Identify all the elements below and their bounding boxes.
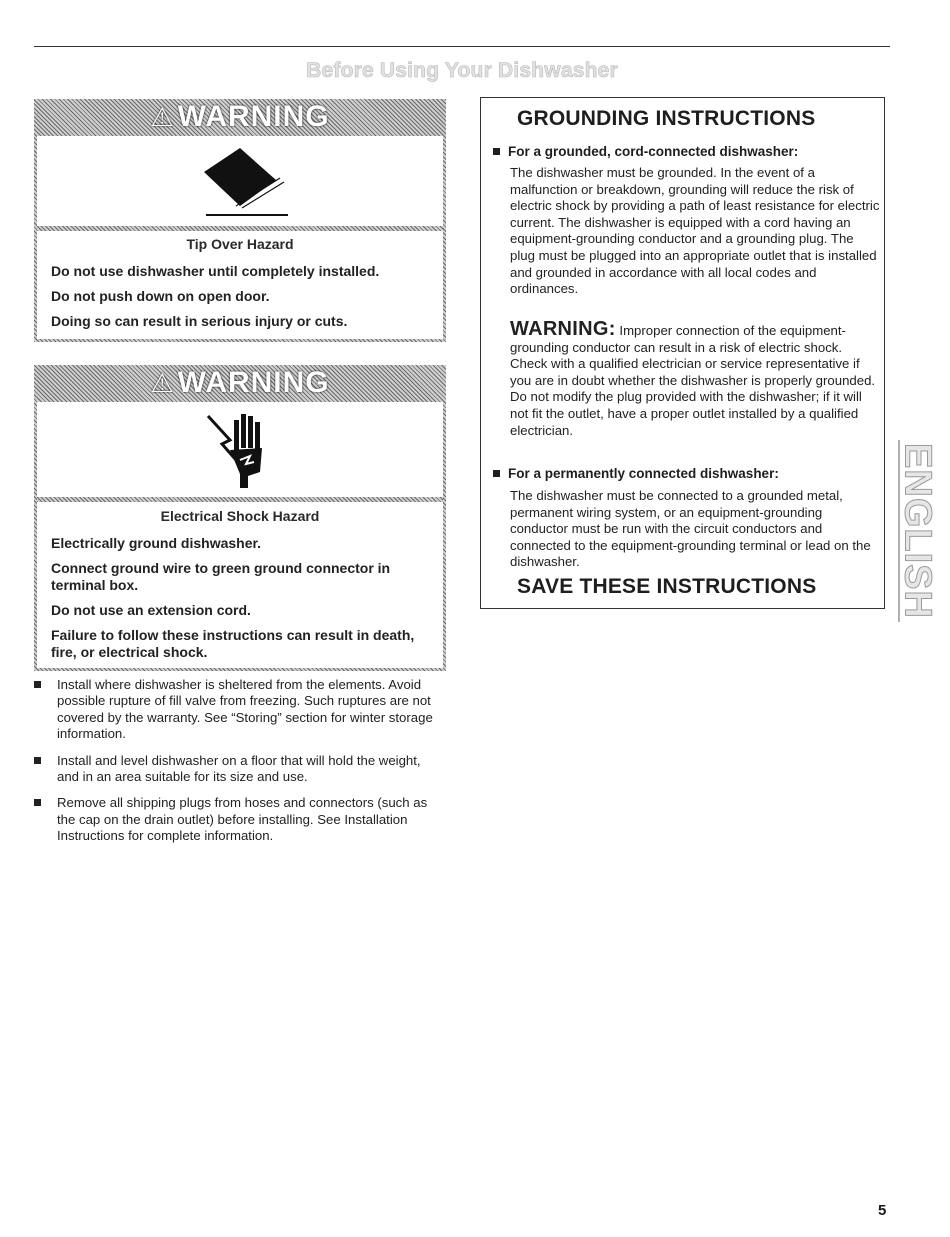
- grounding-instructions-panel: [480, 97, 885, 609]
- installation-bullet-list: [34, 677, 446, 855]
- tip-over-warning-box: [34, 99, 446, 342]
- warning-text: Improper connection of the equipment-grounding conductor can result in a risk of electric shock. Check with a qualified electrician or service representative if you are in doubt whether the dishwasher is properly grounded. Do not modify the plug provided with the dishwasher; if it will not fit the outlet, have a proper outlet installed by a qualified electrician.: [510, 323, 876, 438]
- bullet-square-icon: [493, 148, 500, 155]
- electrical-shock-text: [51, 508, 429, 669]
- grounding-subheading-cord: For a grounded, cord-connected dishwasher:: [493, 144, 798, 159]
- language-side-tab: [896, 440, 939, 622]
- bullet-square-icon: [34, 681, 41, 688]
- warning-line: Connect ground wire to green ground connector in terminal box.: [51, 560, 391, 593]
- warning-label: WARNING:: [510, 318, 616, 340]
- tip-over-text: [51, 236, 429, 338]
- grounding-title: GROUNDING INSTRUCTIONS: [517, 107, 816, 130]
- warning-divider: [37, 226, 443, 231]
- side-tab-text: ENGLISH: [896, 443, 939, 619]
- list-item: Install and level dishwasher on a floor that will hold the weight, and in an area suitable for its size and use.: [34, 753, 446, 786]
- save-instructions-title: SAVE THESE INSTRUCTIONS: [517, 575, 817, 598]
- bullet-square-icon: [34, 799, 41, 806]
- grounding-paragraph-cord: The dishwasher must be grounded. In the event of a malfunction or breakdown, grounding will reduce the risk of electric shock by providing a path of least resistance for electric current. The dishwasher is equipped with a cord having an equipment-grounding conductor and a grounding plug. The plug must be plugged into an appropriate outlet that is installed and grounded in accordance with all local codes and ordinances.: [510, 165, 880, 297]
- electrical-shock-warning-box: [34, 365, 446, 671]
- warning-line: Electrically ground dishwasher.: [51, 535, 262, 551]
- tip-over-icon: [37, 136, 443, 224]
- page-header-title: Before Using Your Dishwasher: [306, 59, 618, 82]
- hazard-title: Electrical Shock Hazard: [160, 508, 320, 524]
- page-number: 5: [878, 1202, 887, 1219]
- warning-heading: ⚠ WARNING: [150, 100, 330, 133]
- warning-triangle-icon: ⚠: [150, 101, 175, 132]
- list-item: Remove all shipping plugs from hoses and connectors (such as the cap on the drain outlet) before installing. See Installation Instructions for complete information.: [34, 795, 446, 844]
- bullet-square-icon: [34, 757, 41, 764]
- electrical-shock-icon: [37, 402, 443, 494]
- warning-line: Failure to follow these instructions can result in death, fire, or electrical shock.: [51, 627, 415, 660]
- hazard-title: Tip Over Hazard: [186, 236, 294, 252]
- warning-line: Do not push down on open door.: [51, 288, 270, 304]
- list-item: Install where dishwasher is sheltered from the elements. Avoid possible rupture of fill valve from freezing. Such ruptures are not covered by the warranty. See “Storing” section for winter storage information.: [34, 677, 446, 743]
- warning-line: Do not use dishwasher until completely installed.: [51, 263, 380, 279]
- warning-triangle-icon: ⚠: [150, 367, 175, 398]
- warning-divider: [37, 497, 443, 502]
- warning-heading: ⚠ WARNING: [150, 366, 330, 399]
- warning-body: [37, 402, 443, 668]
- grounding-warning-paragraph: [510, 318, 880, 439]
- grounding-paragraph-permanent: The dishwasher must be connected to a grounded metal, permanent wiring system, or an equipment-grounding conductor must be run with the circuit conductors and connected to the equipment-grounding terminal or lead on the dishwasher.: [510, 488, 871, 570]
- warning-line: Do not use an extension cord.: [51, 602, 251, 618]
- bullet-square-icon: [493, 470, 500, 477]
- warning-line: Doing so can result in serious injury or cuts.: [51, 313, 348, 329]
- warning-body: [37, 136, 443, 339]
- grounding-subheading-permanent: For a permanently connected dishwasher:: [493, 466, 779, 481]
- top-rule: [34, 46, 890, 47]
